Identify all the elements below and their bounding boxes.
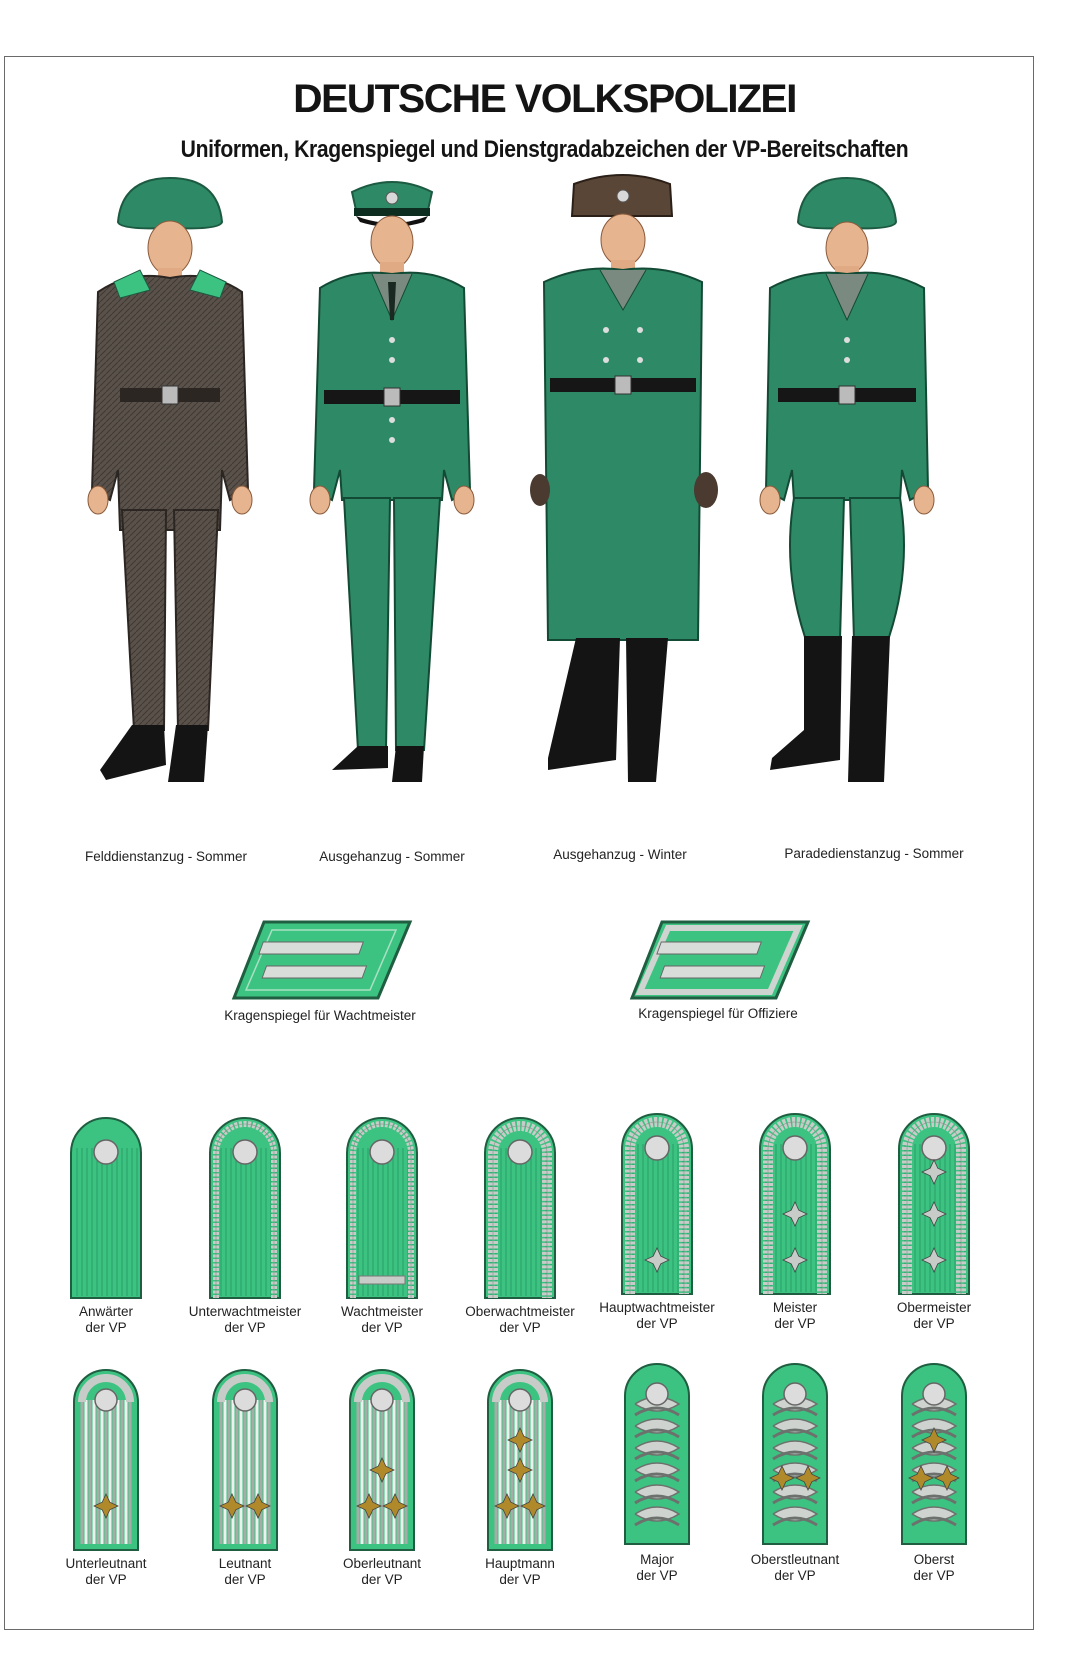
rank-name: Leutnant	[218, 1556, 272, 1571]
collar-caption-nco: Kragenspiegel für Wachtmeister	[224, 1008, 416, 1023]
poster-subtitle: Uniformen, Kragenspiegel und Dienstgradabzeichen der VP-Bereitschaften	[180, 136, 909, 163]
rank-label-officer-2	[219, 1556, 272, 1588]
collar-caption-officer: Kragenspiegel für Offiziere	[638, 1006, 798, 1021]
button-icon	[923, 1383, 945, 1405]
rank-suffix: der VP	[499, 1572, 541, 1587]
shoulder-board-officer-4	[486, 1368, 554, 1552]
button-icon	[234, 1389, 256, 1411]
rank-label-nco-2	[189, 1304, 302, 1336]
collar-patch-officer	[630, 918, 810, 1002]
rank-label-nco-5	[599, 1300, 715, 1332]
rank-label-nco-4	[465, 1304, 575, 1336]
button-icon	[784, 1383, 806, 1405]
shoulder-board-officer-1	[72, 1368, 140, 1552]
shoulder-board-officer-6	[761, 1362, 829, 1546]
button-icon	[646, 1383, 668, 1405]
uniform-caption-2: Ausgehanzug - Sommer	[319, 849, 465, 864]
rank-name: Hauptwachtmeister	[599, 1300, 715, 1315]
rank-name: Anwärter	[78, 1304, 134, 1319]
shoulder-board-nco-7	[897, 1112, 971, 1296]
shoulder-board-officer-3	[348, 1368, 416, 1552]
rank-name: Wachtmeister	[340, 1304, 424, 1319]
rank-label-nco-3	[341, 1304, 423, 1336]
figure-walkingout-summer	[302, 170, 482, 850]
rank-suffix: der VP	[361, 1572, 403, 1587]
rank-suffix: der VP	[361, 1320, 403, 1335]
uniform-caption-1: Felddienstanzug - Sommer	[84, 849, 248, 864]
shoulder-board-officer-7	[900, 1362, 968, 1546]
rank-name: Obermeister	[896, 1300, 972, 1315]
rank-suffix: der VP	[636, 1316, 678, 1331]
poster-title: DEUTSCHE VOLKSPOLIZEI	[293, 77, 796, 121]
rank-label-officer-6	[751, 1552, 840, 1584]
rank-suffix: der VP	[913, 1568, 955, 1583]
shoulder-board-officer-2	[211, 1368, 279, 1552]
rank-suffix: der VP	[636, 1568, 678, 1583]
shoulder-board-nco-6	[758, 1112, 832, 1296]
shoulder-board-officer-5	[623, 1362, 691, 1546]
shoulder-board-nco-2	[208, 1116, 282, 1300]
button-icon	[922, 1136, 946, 1160]
rank-name: Major	[640, 1552, 674, 1567]
rank-name: Hauptmann	[485, 1556, 555, 1571]
rank-suffix: der VP	[913, 1316, 955, 1331]
button-icon	[508, 1140, 532, 1164]
shoulder-board-nco-3	[345, 1116, 419, 1300]
rank-name: Unterleutnant	[65, 1556, 147, 1571]
button-icon	[509, 1389, 531, 1411]
collar-patch-nco	[232, 918, 412, 1002]
uniform-caption-4: Paradedienstanzug - Sommer	[784, 846, 964, 861]
uniform-caption-3: Ausgehanzug - Winter	[553, 847, 687, 862]
rank-name: Oberst	[913, 1552, 955, 1567]
rank-suffix: der VP	[85, 1572, 127, 1587]
rank-label-officer-7	[913, 1552, 954, 1584]
figure-parade-uniform	[752, 170, 942, 850]
rank-suffix: der VP	[499, 1320, 541, 1335]
figure-walkingout-winter	[528, 170, 718, 850]
rank-suffix: der VP	[774, 1568, 816, 1583]
button-icon	[783, 1136, 807, 1160]
button-icon	[645, 1136, 669, 1160]
rank-label-nco-7	[897, 1300, 971, 1332]
rank-label-officer-3	[343, 1556, 421, 1588]
rank-suffix: der VP	[85, 1320, 127, 1335]
rank-name: Oberstleutnant	[750, 1552, 840, 1567]
rank-label-officer-4	[485, 1556, 555, 1588]
button-icon	[370, 1140, 394, 1164]
rank-suffix: der VP	[774, 1316, 816, 1331]
button-icon	[233, 1140, 257, 1164]
figure-field-uniform	[70, 170, 270, 850]
button-icon	[371, 1389, 393, 1411]
rank-label-officer-5	[636, 1552, 677, 1584]
shoulder-board-nco-4	[483, 1116, 557, 1300]
shoulder-board-nco-5	[620, 1112, 694, 1296]
button-icon	[94, 1140, 118, 1164]
rank-name: Oberleutnant	[342, 1556, 422, 1571]
rank-name: Unterwachtmeister	[188, 1304, 302, 1319]
rank-suffix: der VP	[224, 1572, 266, 1587]
shoulder-board-nco-1	[69, 1116, 143, 1300]
rank-suffix: der VP	[224, 1320, 266, 1335]
rank-label-nco-1	[79, 1304, 133, 1336]
rank-label-nco-6	[773, 1300, 817, 1332]
rank-name: Meister	[772, 1300, 818, 1315]
rank-name: Oberwachtmeister	[465, 1304, 575, 1319]
rank-label-officer-1	[65, 1556, 146, 1588]
button-icon	[95, 1389, 117, 1411]
